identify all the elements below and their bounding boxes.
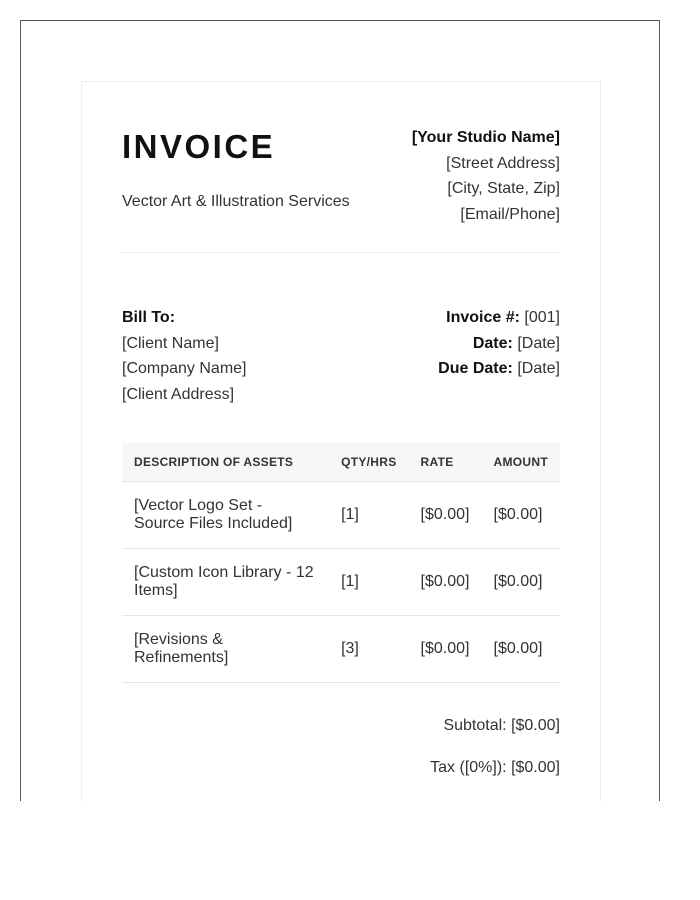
date-line bbox=[438, 331, 560, 357]
row-rate: [$0.00] bbox=[409, 616, 482, 683]
bill-to-block bbox=[122, 305, 247, 407]
table-row bbox=[122, 549, 560, 616]
page-frame bbox=[20, 20, 660, 801]
row-description: [Vector Logo Set - Source Files Included] bbox=[122, 482, 329, 549]
tax-line bbox=[122, 759, 560, 801]
table-header-row bbox=[122, 443, 560, 482]
header-description: DESCRIPTION OF ASSETS bbox=[122, 443, 329, 482]
studio-contact: [Email/Phone] bbox=[460, 205, 560, 223]
row-amount: [$0.00] bbox=[482, 549, 560, 616]
invoice-number: [001] bbox=[524, 309, 560, 326]
header-amount: AMOUNT bbox=[482, 443, 560, 482]
studio-street: [Street Address] bbox=[446, 154, 560, 172]
header-qty: QTY/HRS bbox=[329, 443, 408, 482]
invoice-card bbox=[81, 81, 601, 801]
bill-to-label: Bill To: bbox=[122, 309, 176, 326]
company-name: [Company Name] bbox=[122, 360, 247, 378]
row-rate: [$0.00] bbox=[409, 549, 482, 616]
invoice-number-line bbox=[438, 305, 560, 331]
due-date-line bbox=[438, 356, 560, 382]
row-description: [Custom Icon Library - 12 Items] bbox=[122, 549, 329, 616]
date-label: Date: bbox=[472, 334, 513, 352]
due-date: [Date] bbox=[517, 360, 560, 378]
subtotal-value: [$0.00] bbox=[511, 717, 560, 734]
invoice-subtitle: Vector Art & Illustration Services bbox=[122, 193, 350, 210]
table-row bbox=[122, 616, 560, 683]
invoice-date: [Date] bbox=[517, 334, 560, 352]
invoice-header bbox=[122, 82, 560, 253]
studio-city: [City, State, Zip] bbox=[447, 180, 560, 198]
line-items-table bbox=[122, 443, 560, 683]
invoice-info-block bbox=[438, 305, 560, 382]
row-amount: [$0.00] bbox=[482, 616, 560, 683]
invoice-meta bbox=[122, 253, 560, 443]
row-qty: [1] bbox=[329, 482, 408, 549]
table-row bbox=[122, 482, 560, 549]
studio-name: [Your Studio Name] bbox=[411, 129, 560, 146]
client-name: [Client Name] bbox=[122, 334, 219, 352]
client-address: [Client Address] bbox=[122, 385, 235, 403]
row-qty: [1] bbox=[329, 549, 408, 616]
tax-label: Tax ([0%]): bbox=[430, 759, 507, 776]
tax-value: [$0.00] bbox=[511, 759, 560, 776]
totals-block bbox=[122, 717, 560, 801]
row-rate: [$0.00] bbox=[409, 482, 482, 549]
invoice-number-label: Invoice #: bbox=[446, 309, 520, 326]
row-qty: [3] bbox=[329, 616, 408, 683]
invoice-title: INVOICE bbox=[122, 128, 276, 165]
subtotal-label: Subtotal: bbox=[443, 717, 507, 734]
row-description: [Revisions & Refinements] bbox=[122, 616, 329, 683]
subtotal-line bbox=[122, 717, 560, 759]
row-amount: [$0.00] bbox=[482, 482, 560, 549]
studio-address-block bbox=[412, 125, 560, 227]
due-date-label: Due Date: bbox=[438, 360, 513, 378]
header-rate: RATE bbox=[409, 443, 482, 482]
